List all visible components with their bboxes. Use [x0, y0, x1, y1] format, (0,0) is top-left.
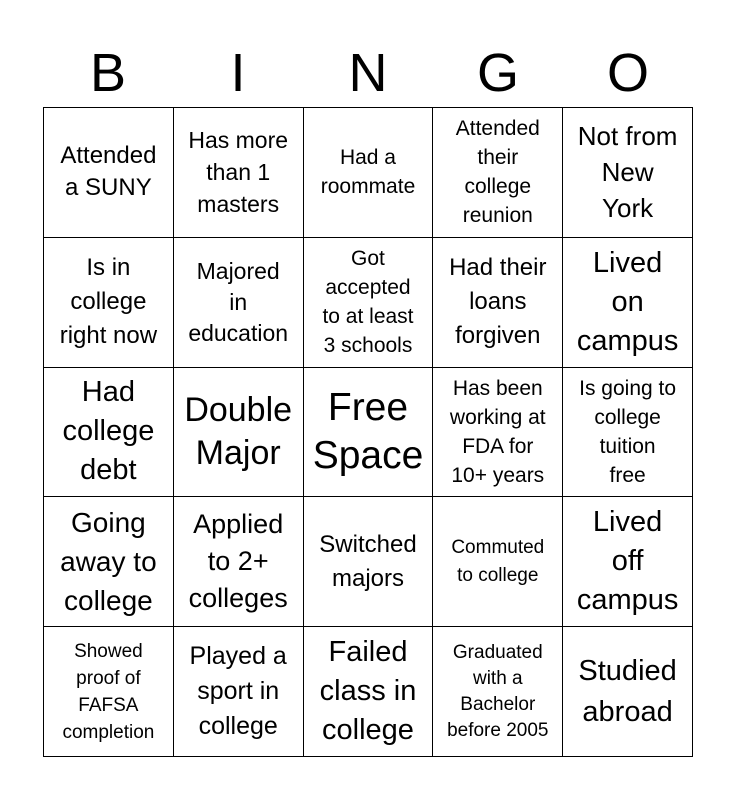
- bingo-cell-text: Majored in education: [188, 257, 289, 346]
- bingo-cell-text: Had college debt: [62, 376, 155, 487]
- bingo-cell[interactable]: [563, 368, 693, 498]
- header-letter-g: G: [476, 43, 519, 103]
- bingo-cell[interactable]: [174, 497, 304, 627]
- bingo-cell-text: Applied to 2+ colleges: [188, 509, 288, 614]
- bingo-cell-text: Failed class in college: [319, 636, 417, 747]
- bingo-cell-text: Studied abroad: [578, 654, 677, 728]
- header-letter-b: B: [89, 43, 127, 103]
- bingo-cell[interactable]: [44, 368, 174, 498]
- bingo-cell[interactable]: [44, 238, 174, 368]
- bingo-cell[interactable]: [433, 627, 563, 757]
- bingo-cell[interactable]: [563, 497, 693, 627]
- bingo-cell[interactable]: [44, 108, 174, 238]
- bingo-cell-text: Is in college right now: [59, 254, 158, 350]
- bingo-cell[interactable]: [563, 108, 693, 238]
- bingo-cell-text: Got accepted to at least 3 schools: [322, 247, 414, 358]
- bingo-cell-text: Double Major: [184, 390, 293, 472]
- bingo-cell-text: Had a roommate: [320, 146, 416, 199]
- bingo-cell-text: Attended a SUNY: [60, 142, 157, 202]
- bingo-cell[interactable]: [433, 238, 563, 368]
- bingo-cell[interactable]: [304, 238, 434, 368]
- bingo-cell-text: Graduated with a Bachelor before 2005: [447, 641, 549, 741]
- bingo-cell-text: Has been working at FDA for 10+ years: [449, 376, 546, 487]
- header-letter-o: O: [606, 43, 649, 103]
- bingo-cell[interactable]: [304, 368, 434, 498]
- bingo-cell[interactable]: [563, 627, 693, 757]
- bingo-cell-text: Switched majors: [319, 530, 417, 592]
- bingo-cell-text: Had their loans forgiven: [449, 254, 547, 350]
- header-letter-n: N: [348, 43, 388, 103]
- bingo-cell-text: Showed proof of FAFSA completion: [62, 640, 155, 743]
- bingo-cell-text: Played a sport in college: [189, 642, 287, 741]
- bingo-cell-text: Attended their college reunion: [455, 117, 540, 228]
- bingo-cell[interactable]: [44, 497, 174, 627]
- bingo-cell-text: Lived on campus: [576, 246, 679, 357]
- bingo-cell-text: Going away to college: [60, 507, 157, 617]
- header-letter-i: I: [230, 43, 246, 103]
- bingo-header: [43, 40, 693, 106]
- bingo-cell-text: Free Space: [312, 385, 424, 477]
- bingo-cell-text: Lived off campus: [576, 506, 679, 617]
- bingo-cell-text: Is going to college tuition free: [579, 376, 677, 487]
- bingo-cell[interactable]: [563, 238, 693, 368]
- bingo-cell[interactable]: [304, 627, 434, 757]
- bingo-cell[interactable]: [433, 108, 563, 238]
- bingo-cell-text: Not from New York: [577, 121, 678, 224]
- bingo-cell[interactable]: [433, 497, 563, 627]
- bingo-cell[interactable]: [304, 108, 434, 238]
- bingo-cell[interactable]: [174, 238, 304, 368]
- bingo-cell[interactable]: [174, 627, 304, 757]
- bingo-cell[interactable]: [433, 368, 563, 498]
- bingo-cell-text: Commuted to college: [451, 536, 545, 586]
- bingo-cell-text: Has more than 1 masters: [188, 127, 289, 218]
- bingo-cell[interactable]: [304, 497, 434, 627]
- bingo-cell[interactable]: [44, 627, 174, 757]
- bingo-card-grid: [43, 107, 693, 757]
- bingo-cell[interactable]: [174, 368, 304, 498]
- bingo-cell[interactable]: [174, 108, 304, 238]
